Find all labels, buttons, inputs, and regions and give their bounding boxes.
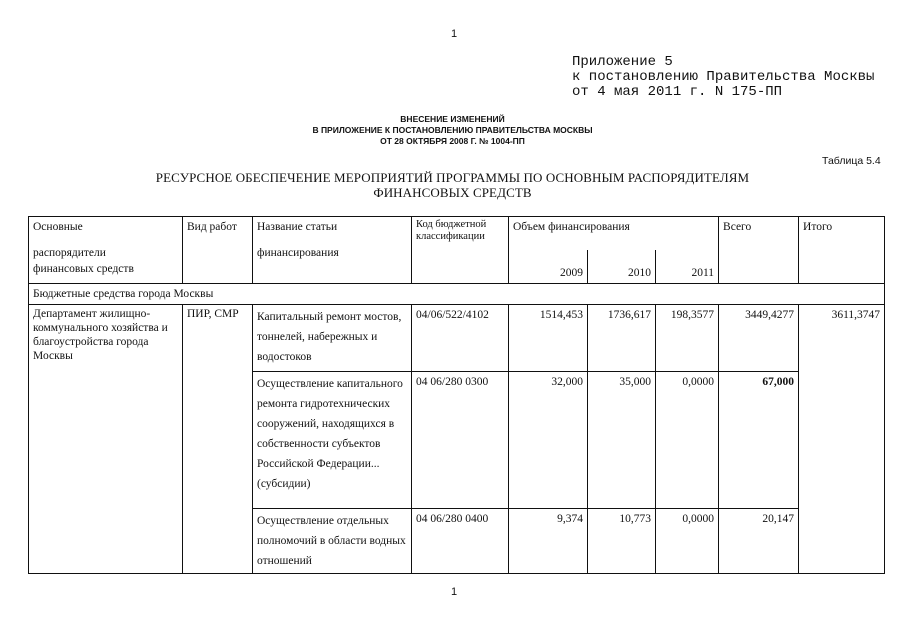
table-row: [29, 305, 885, 372]
row-3-total: 20,147: [719, 509, 799, 574]
row-2-2011: 0,0000: [656, 372, 719, 509]
row-1-2011: 198,3577: [656, 305, 719, 372]
section-title: Бюджетные средства города Москвы: [29, 284, 885, 305]
document-title: [0, 170, 905, 200]
row-1-code: 04/06/522/4102: [412, 305, 509, 372]
appendix-line-2: к постановлению Правительства Москвы: [572, 69, 875, 85]
header-total: Всего: [719, 217, 799, 284]
header-funding: Объем финансирования: [509, 217, 719, 251]
work-type-cell: ПИР, СМР: [183, 305, 253, 574]
amendment-line-1: ВНЕСЕНИЕ ИЗМЕНЕНИЙ: [400, 114, 505, 124]
row-3-2011: 0,0000: [656, 509, 719, 574]
section-row: [29, 284, 885, 305]
table-label: Таблица 5.4: [822, 155, 881, 167]
row-3-2009: 9,374: [509, 509, 588, 574]
row-3-2010: 10,773: [588, 509, 656, 574]
resource-table: [28, 216, 885, 574]
amendment-line-3: ОТ 28 ОКТЯБРЯ 2008 Г. № 1004-ПП: [380, 136, 525, 146]
page-number-top: 1: [451, 28, 458, 40]
amendment-line-2: В ПРИЛОЖЕНИЕ К ПОСТАНОВЛЕНИЮ ПРАВИТЕЛЬСТВА МОСКВЫ: [312, 125, 593, 135]
row-1-2010: 1736,617: [588, 305, 656, 372]
title-line-2: ФИНАНСОВЫХ СРЕДСТВ: [373, 185, 532, 200]
header-work-type: Вид работ: [183, 217, 253, 284]
header-item-name-line-2: финансирования: [257, 247, 339, 259]
header-row: [29, 217, 885, 251]
row-2-total: 67,000: [719, 372, 799, 509]
page-number-bottom: 1: [451, 586, 458, 598]
row-2-2009: 32,000: [509, 372, 588, 509]
row-2-name: Осуществление капитального ремонта гидротехнических сооружений, находящихся в собственности субъектов Российской Федерации... (субсидии): [253, 372, 412, 509]
header-year-2010: 2010: [588, 250, 656, 284]
appendix-line-3: от 4 мая 2011 г. N 175-ПП: [572, 84, 783, 100]
row-1-2009: 1514,453: [509, 305, 588, 372]
title-line-1: РЕСУРСНОЕ ОБЕСПЕЧЕНИЕ МЕРОПРИЯТИЙ ПРОГРАММЫ ПО ОСНОВНЫМ РАСПОРЯДИТЕЛЯМ: [155, 170, 750, 185]
row-1-name: Капитальный ремонт мостов, тоннелей, набережных и водостоков: [253, 305, 412, 372]
amendment-heading: [0, 114, 905, 147]
header-item-name-line-1: Название статьи: [257, 221, 338, 233]
header-distributors-line-3: финансовых средств: [33, 263, 134, 275]
appendix-line-1: Приложение 5: [572, 54, 673, 70]
appendix-reference: [572, 55, 874, 100]
row-2-2010: 35,000: [588, 372, 656, 509]
department-cell: Департамент жилищно-коммунального хозяйства и благоустройства города Москвы: [29, 305, 183, 574]
row-1-total: 3449,4277: [719, 305, 799, 372]
header-budget-code: Код бюджетной классификации: [412, 217, 509, 284]
row-2-code: 04 06/280 0300: [412, 372, 509, 509]
header-distributors-line-1: Основные: [33, 221, 83, 233]
grand-total-value: 3611,3747: [799, 305, 885, 574]
header-distributors-line-2: распорядители: [33, 247, 106, 259]
header-year-2009: 2009: [509, 250, 588, 284]
row-3-name: Осуществление отдельных полномочий в области водных отношений: [253, 509, 412, 574]
header-year-2011: 2011: [656, 250, 719, 284]
header-grand-total: Итого: [799, 217, 885, 284]
header-item-name: [253, 217, 412, 284]
header-distributors: [29, 217, 183, 284]
row-3-code: 04 06/280 0400: [412, 509, 509, 574]
